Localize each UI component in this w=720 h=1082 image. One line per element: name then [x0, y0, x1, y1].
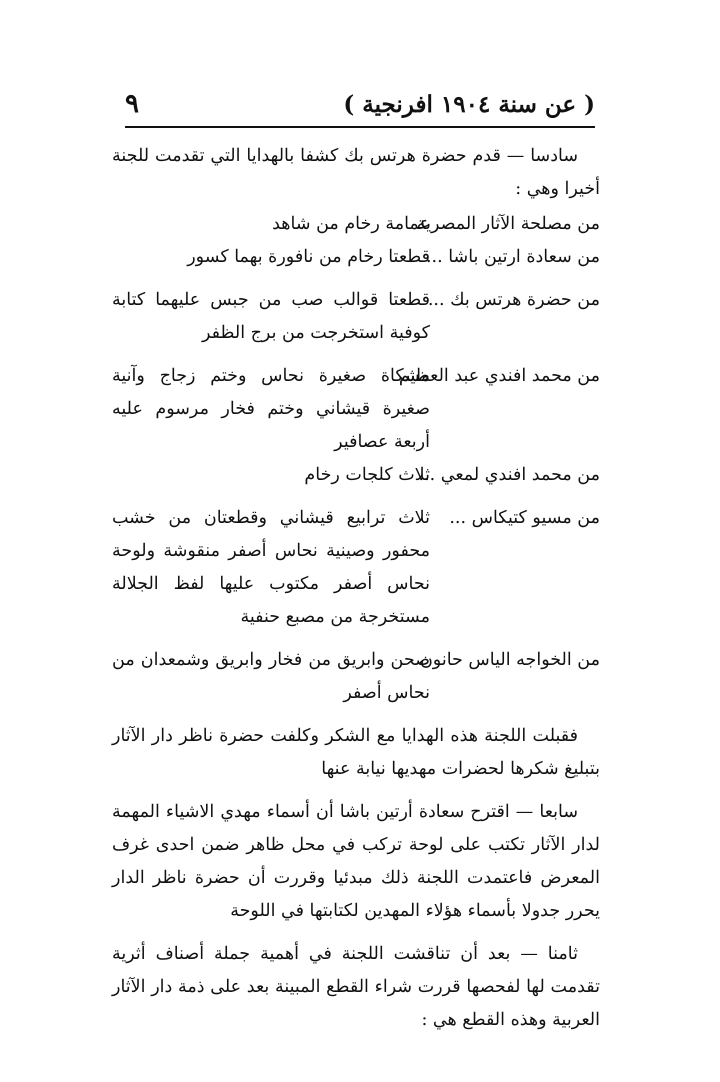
- page-number: ٩: [125, 89, 139, 119]
- donation-list: [112, 208, 600, 710]
- donated-items: ثلاث كلجات رخام: [304, 465, 430, 485]
- donor-name: من محمد افندي عبد العظيم: [398, 366, 600, 386]
- donated-items: مشكاة صغيرة نحاس وختم زجاج وآنية صغيرة قيشاني وختم فخار مرسوم عليه أربعة عصافير: [112, 366, 430, 452]
- donation-row: [112, 208, 600, 241]
- donor-name: من الخواجه الياس حانون: [419, 650, 600, 670]
- donor-name: من محمد افندي لمعي ...: [418, 465, 600, 485]
- donated-items: عمامة رخام من شاهد: [272, 214, 430, 234]
- eighth-item-paragraph: ثامنا — بعد أن تناقشت اللجنة في أهمية جملة أصناف أثرية تقدمت لها لفحصها قررت شراء القطع المبينة بعد على ذمة دار الآثار العربية وهذه القطع هي :: [112, 944, 600, 1030]
- running-title: ( عن سنة ١٩٠٤ افرنجية ): [343, 90, 595, 118]
- donation-row: [112, 284, 600, 350]
- donation-row: [112, 502, 600, 634]
- intro-paragraph: سادسا — قدم حضرة هرتس بك كشفا بالهدايا التي تقدمت للجنة أخيرا وهي :: [112, 146, 600, 199]
- donation-row: [112, 241, 600, 274]
- donated-items: ثلاث ترابيع قيشاني وقطعتان من خشب محفور وصينية نحاس أصفر منقوشة ولوحة نحاس أصفر مكتوب عليها لفظ الجلالة مستخرجة من مصبع حنفية: [112, 508, 430, 627]
- donation-row: [112, 459, 600, 492]
- donation-row: [112, 360, 600, 459]
- donor-name: من سعادة ارتين باشا ...: [425, 247, 600, 267]
- donor-name: من حضرة هرتس بك ...: [427, 290, 600, 310]
- acceptance-paragraph: فقبلت اللجنة هذه الهدايا مع الشكر وكلفت حضرة ناظر دار الآثار بتبليغ شكرها لحضرات مهديها نيابة عنها: [112, 726, 600, 779]
- page-body: [112, 140, 600, 1037]
- donated-items: قطعتا قوالب صب من جبس عليهما كتابة كوفية استخرجت من برج الظفر: [112, 290, 430, 343]
- page-header: [125, 84, 595, 124]
- header-rule: [125, 126, 595, 128]
- donor-name: من مسيو كتيكاس ...: [449, 508, 600, 528]
- donated-items: صحن وابريق من فخار وابريق وشمعدان من نحاس أصفر: [112, 650, 430, 703]
- donor-name: من مصلحة الآثار المصرية: [416, 214, 600, 234]
- donated-items: قطعتا رخام من نافورة بهما كسور: [187, 247, 430, 267]
- seventh-item-paragraph: سابعا — اقترح سعادة أرتين باشا أن أسماء مهدي الاشياء المهمة لدار الآثار تكتب على لوحة تركب في محل ظاهر ضمن احدى غرف المعرض فاعتمدت اللجنة ذلك مبدئيا وقررت أن حضرة ناظر الدار يحرر جدولا بأسماء هؤلاء المهدين لكتابتها في اللوحة: [112, 802, 600, 921]
- donation-row: [112, 644, 600, 710]
